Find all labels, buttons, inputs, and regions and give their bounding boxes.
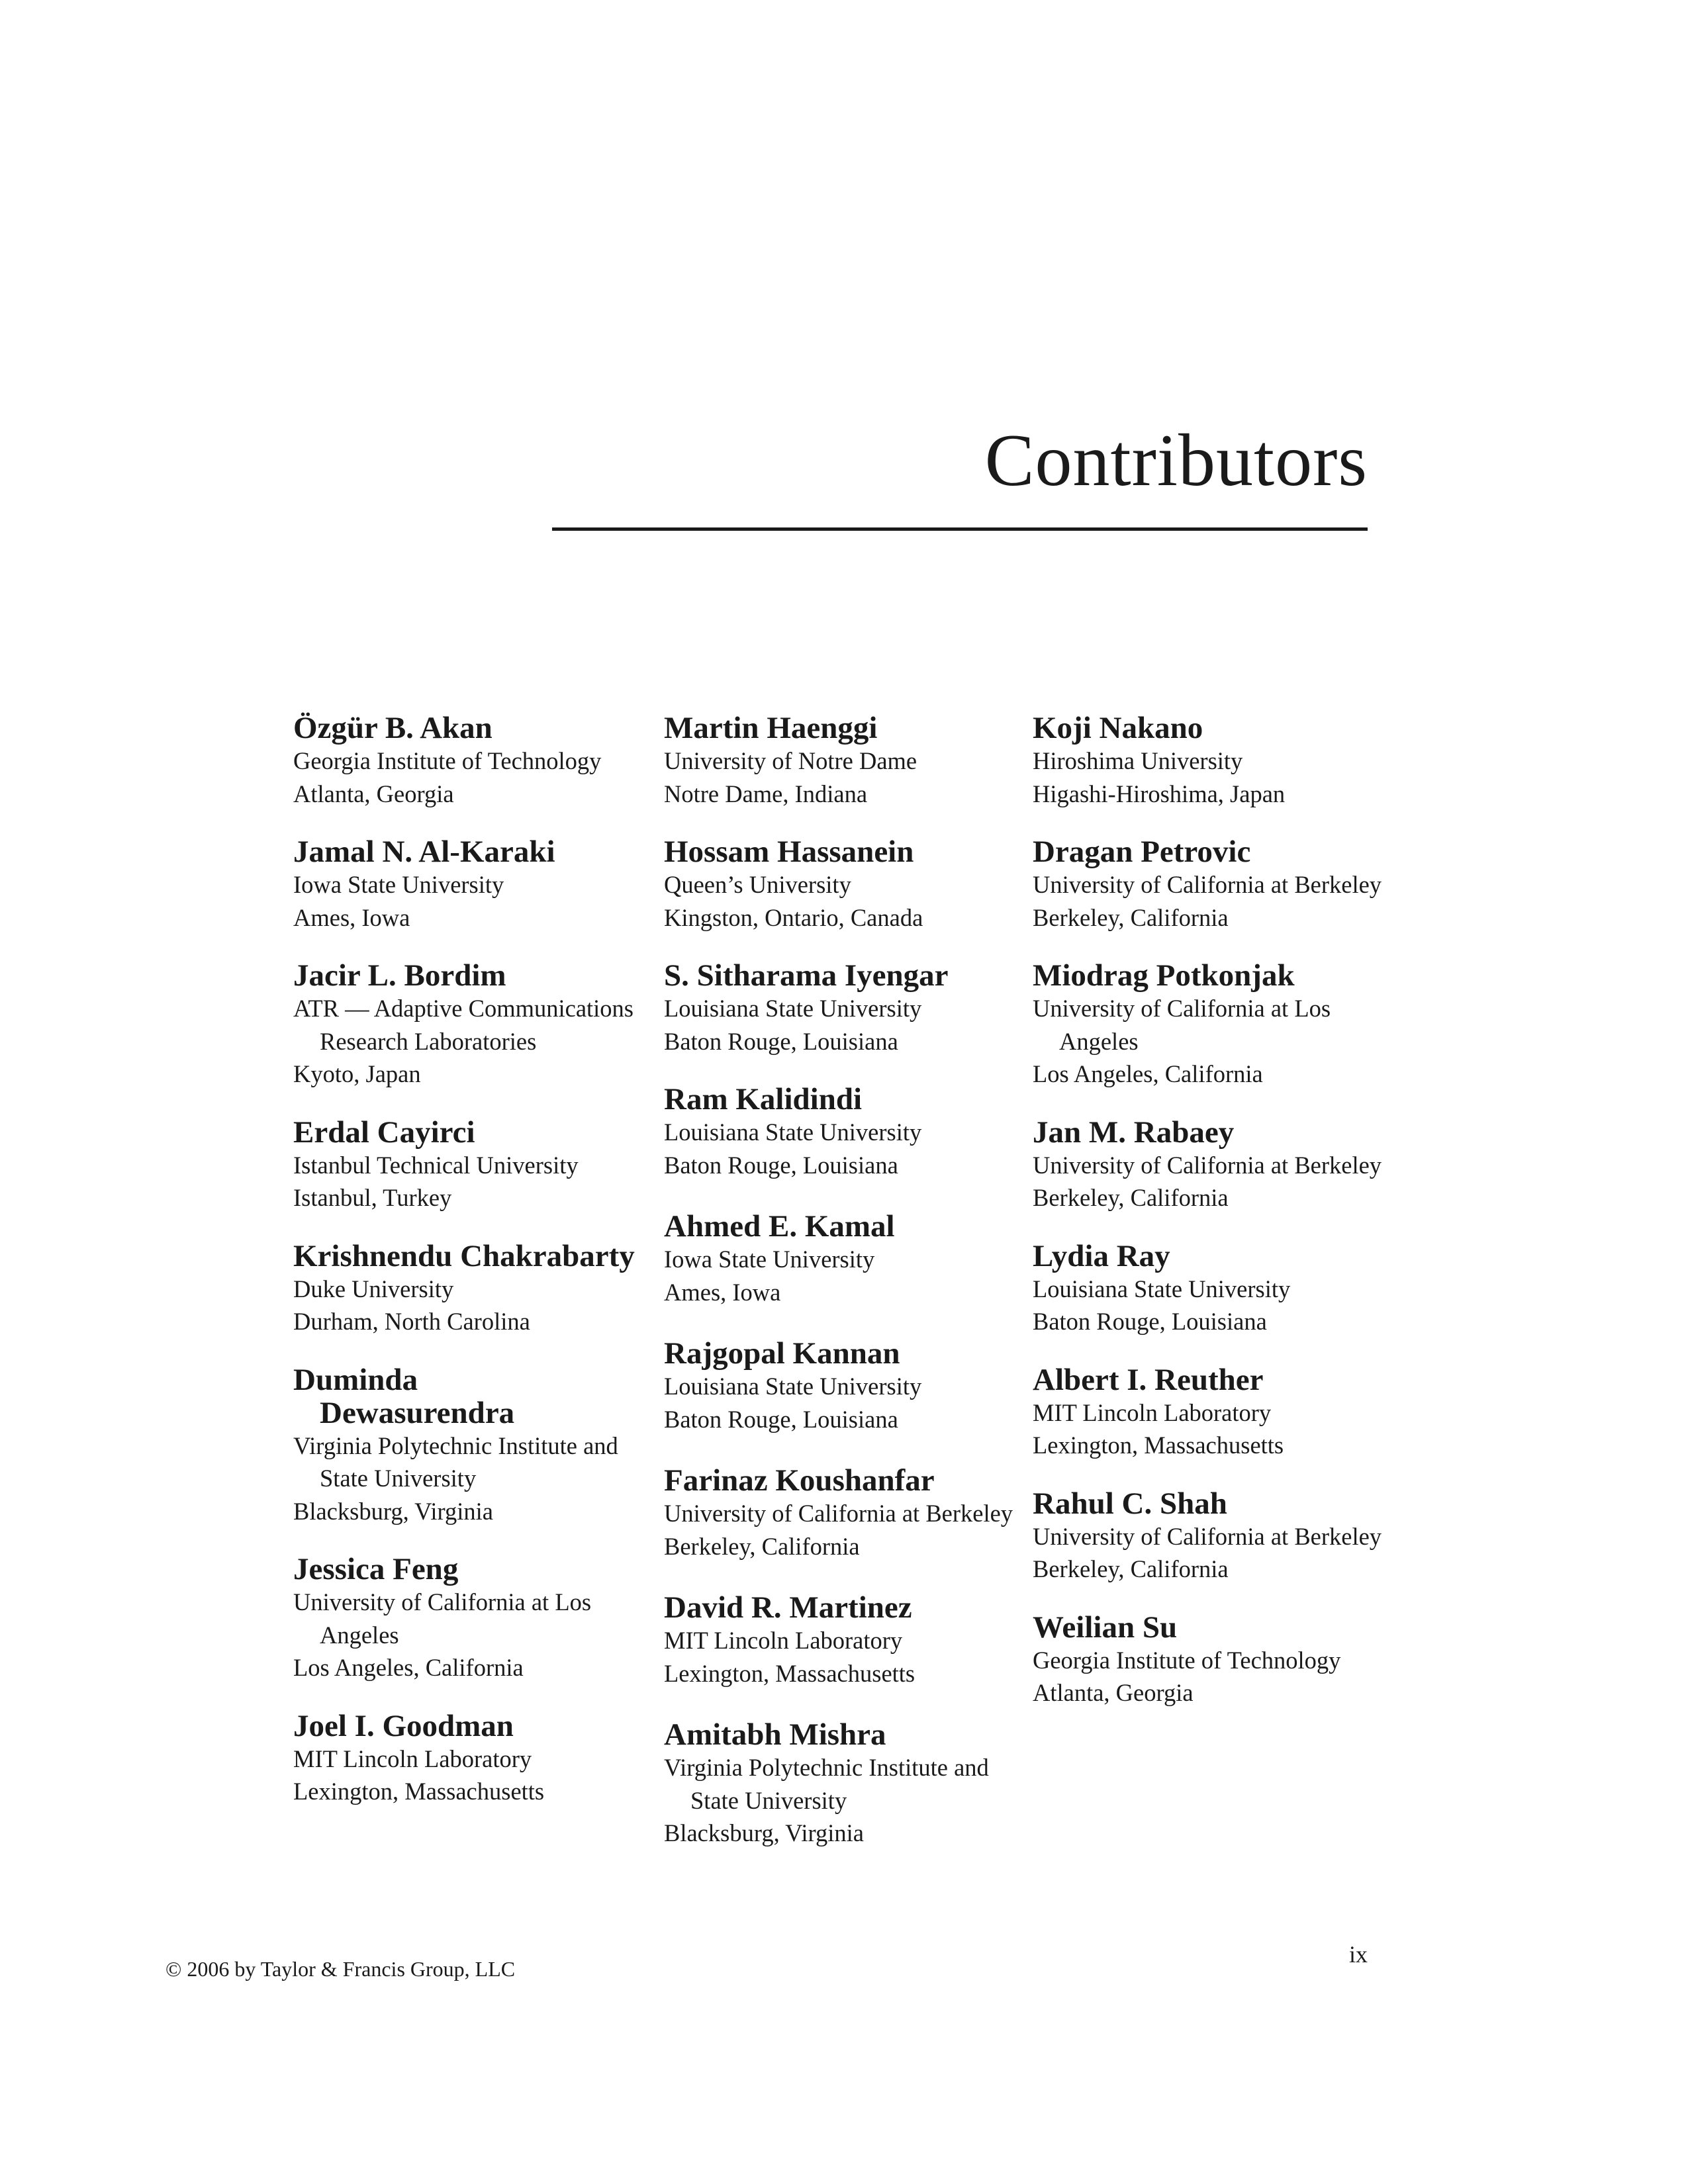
contributor-location: Durham, North Carolina [293, 1308, 530, 1335]
contributor-entry [1033, 835, 1403, 934]
contributor-affiliation: University of California at Los Angeles [1033, 995, 1331, 1055]
contributor-location: Baton Rouge, Louisiana [664, 1151, 898, 1179]
contributor-name: Erdal Cayirci [293, 1115, 475, 1150]
title-rule [552, 527, 1368, 531]
contributor-affiliation: Duke University [293, 1275, 454, 1302]
contributor-entry [293, 1116, 651, 1214]
contributor-entry [664, 711, 1021, 810]
contributor-name: Amitabh Mishra [664, 1717, 886, 1752]
contributor-affiliation: MIT Lincoln Laboratory [664, 1627, 903, 1654]
contributor-affiliation: University of California at Berkeley [1033, 1151, 1382, 1179]
contributor-location: Los Angeles, California [1033, 1060, 1263, 1087]
contributor-entry [664, 959, 1021, 1058]
contributor-name: Albert I. Reuther [1033, 1362, 1264, 1397]
contributor-affiliation: Istanbul Technical University [293, 1151, 579, 1179]
contributor-entry [664, 835, 1021, 934]
contributor-affiliation: Georgia Institute of Technology [1033, 1646, 1341, 1674]
contributor-entry [1033, 1487, 1403, 1586]
contributor-affiliation: ATR — Adaptive Communications Research Laboratories [293, 995, 634, 1055]
contributor-location: Kyoto, Japan [293, 1060, 421, 1087]
contributor-entry [664, 1083, 1021, 1181]
contributor-entry [664, 1337, 1021, 1435]
contributor-affiliation: University of Notre Dame [664, 747, 917, 774]
contributor-location: Atlanta, Georgia [1033, 1679, 1194, 1706]
contributor-location: Ames, Iowa [664, 1278, 781, 1306]
contributor-entry [664, 1591, 1021, 1690]
contributor-location: Berkeley, California [1033, 903, 1229, 931]
contributor-entry [1033, 959, 1403, 1091]
contributor-entry [1033, 711, 1403, 810]
contributor-location: Notre Dame, Indiana [664, 780, 868, 807]
contributor-affiliation: Georgia Institute of Technology [293, 747, 602, 774]
contributor-affiliation: Louisiana State University [1033, 1275, 1291, 1302]
contributor-location: Lexington, Massachusetts [664, 1659, 915, 1687]
contributor-location: Ames, Iowa [293, 903, 410, 931]
contributor-entry [664, 1718, 1021, 1850]
contributors-column-3 [1033, 711, 1403, 1709]
contributors-column-1 [293, 711, 651, 1808]
contributor-location: Berkeley, California [1033, 1555, 1229, 1582]
contributor-location: Los Angeles, California [293, 1654, 524, 1681]
contributor-name: Jan M. Rabaey [1033, 1115, 1235, 1150]
contributor-affiliation: Iowa State University [664, 1246, 875, 1273]
copyright-notice: © 2006 by Taylor & Francis Group, LLC [165, 1957, 516, 1981]
contributor-name: Krishnendu Chakrabarty [293, 1238, 635, 1273]
page-number: ix [1348, 1941, 1368, 1968]
contributor-name: Ahmed E. Kamal [664, 1209, 895, 1244]
contributor-location: Baton Rouge, Louisiana [1033, 1308, 1267, 1335]
contributor-affiliation: University of California at Berkeley [1033, 1522, 1382, 1550]
contributor-name: Lydia Ray [1033, 1238, 1170, 1273]
contributor-name: Hossam Hassanein [664, 835, 914, 869]
contributor-affiliation: MIT Lincoln Laboratory [293, 1745, 532, 1772]
contributor-name: Özgür B. Akan [293, 711, 492, 745]
contributor-name: Rahul C. Shah [1033, 1486, 1227, 1521]
contributor-entry [1033, 1240, 1403, 1338]
contributor-location: Baton Rouge, Louisiana [664, 1027, 898, 1055]
contributor-name: Jacir L. Bordim [293, 958, 506, 993]
contributor-entry [293, 1240, 651, 1338]
contributor-name: David R. Martinez [664, 1590, 912, 1625]
contributor-affiliation: University of California at Berkeley [1033, 871, 1382, 898]
contributor-location: Lexington, Massachusetts [293, 1778, 545, 1805]
contributor-entry [293, 1709, 651, 1808]
contributor-entry [664, 1210, 1021, 1308]
contributor-entry [1033, 1116, 1403, 1214]
contributor-name: Koji Nakano [1033, 711, 1203, 745]
contributor-affiliation: University of California at Berkeley [664, 1500, 1013, 1527]
contributor-name: Rajgopal Kannan [664, 1336, 900, 1371]
contributor-affiliation: MIT Lincoln Laboratory [1033, 1398, 1272, 1426]
contributor-entry [664, 1464, 1021, 1563]
contributor-name: S. Sitharama Iyengar [664, 958, 949, 993]
contributor-affiliation: Louisiana State University [664, 995, 922, 1022]
contributor-affiliation: Iowa State University [293, 871, 504, 898]
contributor-location: Kingston, Ontario, Canada [664, 903, 923, 931]
contributor-name: Weilian Su [1033, 1610, 1178, 1645]
contributor-affiliation: Hiroshima University [1033, 747, 1243, 774]
contributor-name: Duminda Dewasurendra [293, 1362, 515, 1430]
contributor-name: Martin Haenggi [664, 711, 878, 745]
contributor-affiliation: Queen’s University [664, 871, 851, 898]
contributor-entry [293, 959, 651, 1091]
contributor-location: Berkeley, California [1033, 1184, 1229, 1211]
contributor-location: Baton Rouge, Louisiana [664, 1405, 898, 1433]
contributor-location: Istanbul, Turkey [293, 1184, 452, 1211]
contributor-affiliation: Louisiana State University [664, 1373, 922, 1400]
contributors-column-2 [664, 711, 1021, 1850]
contributor-entry [293, 1553, 651, 1684]
contributor-location: Atlanta, Georgia [293, 780, 454, 807]
contributor-entry [293, 835, 651, 934]
contributor-entry [1033, 1611, 1403, 1709]
contributor-name: Farinaz Koushanfar [664, 1463, 935, 1498]
contributor-name: Jessica Feng [293, 1552, 459, 1586]
contributor-location: Berkeley, California [664, 1532, 860, 1560]
page-title: Contributors [984, 420, 1368, 502]
contributor-location: Higashi-Hiroshima, Japan [1033, 780, 1286, 807]
contributor-affiliation: University of California at Los Angeles [293, 1588, 592, 1649]
contributor-entry [293, 711, 651, 810]
contributor-entry [1033, 1363, 1403, 1462]
contributor-name: Jamal N. Al-Karaki [293, 835, 555, 869]
contributor-affiliation: Virginia Polytechnic Institute and State University [293, 1432, 618, 1492]
contributor-name: Joel I. Goodman [293, 1708, 514, 1743]
contributor-name: Miodrag Potkonjak [1033, 958, 1295, 993]
contributor-name: Ram Kalidindi [664, 1082, 863, 1116]
contributor-affiliation: Virginia Polytechnic Institute and State University [664, 1754, 989, 1814]
contributor-entry [293, 1363, 651, 1528]
contributor-location: Blacksburg, Virginia [664, 1819, 864, 1846]
contributor-name: Dragan Petrovic [1033, 835, 1251, 869]
contributor-affiliation: Louisiana State University [664, 1118, 922, 1146]
contributor-location: Blacksburg, Virginia [293, 1497, 493, 1525]
contributor-location: Lexington, Massachusetts [1033, 1432, 1284, 1459]
